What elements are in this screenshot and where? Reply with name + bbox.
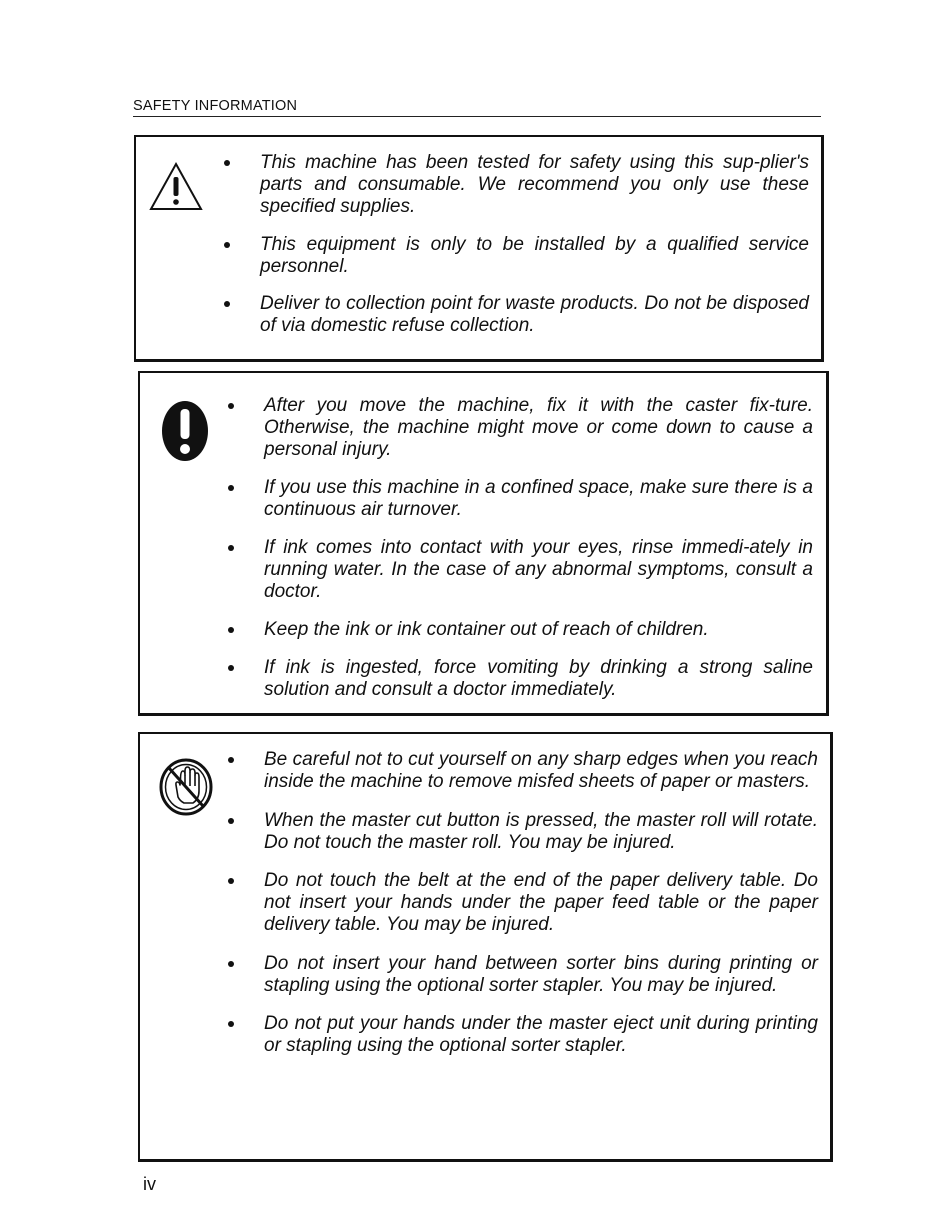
warning-triangle-icon <box>148 161 204 218</box>
warning-list <box>224 152 809 353</box>
list-item: Do not put your hands under the master eject unit during printing or stapling using the optional sorter stapler. <box>228 1013 818 1057</box>
list-item: After you move the machine, fix it with the caster fix-ture. Otherwise, the machine might move or come down to cause a personal injury. <box>228 395 813 461</box>
prohibition-box <box>138 732 833 1162</box>
list-item: Do not touch the belt at the end of the paper delivery table. Do not insert your hands under the paper feed table or the paper delivery table. You may be injured. <box>228 870 818 936</box>
list-item: Keep the ink or ink container out of reach of children. <box>228 619 813 641</box>
exclamation-circle-icon <box>160 399 210 468</box>
list-item: This machine has been tested for safety using this sup-plier's parts and consumable. We recommend you only use these specified supplies. <box>224 152 809 218</box>
list-item: Do not insert your hand between sorter bins during printing or stapling using the optional sorter stapler. You may be injured. <box>228 953 818 997</box>
list-item: Be careful not to cut yourself on any sharp edges when you reach inside the machine to remove misfed sheets of paper or masters. <box>228 749 818 793</box>
caution-box <box>138 371 829 716</box>
list-item: If ink comes into contact with your eyes, rinse immedi-ately in running water. In the case of any abnormal symptoms, consult a doctor. <box>228 537 813 603</box>
page-number: iv <box>143 1174 156 1194</box>
list-item: Deliver to collection point for waste products. Do not be disposed of via domestic refuse collection. <box>224 293 809 337</box>
header-title: SAFETY INFORMATION <box>133 98 298 114</box>
section-header <box>133 97 821 117</box>
list-item: If you use this machine in a confined space, make sure there is a continuous air turnover. <box>228 477 813 521</box>
list-item: If ink is ingested, force vomiting by drinking a strong saline solution and consult a doctor immediately. <box>228 657 813 701</box>
caution-list <box>228 395 813 717</box>
no-touch-hand-icon <box>158 757 214 822</box>
list-item: This equipment is only to be installed by a qualified service personnel. <box>224 234 809 278</box>
warning-box <box>134 135 824 362</box>
prohibition-list <box>228 749 818 1074</box>
list-item: When the master cut button is pressed, the master roll will rotate. Do not touch the master roll. You may be injured. <box>228 810 818 854</box>
